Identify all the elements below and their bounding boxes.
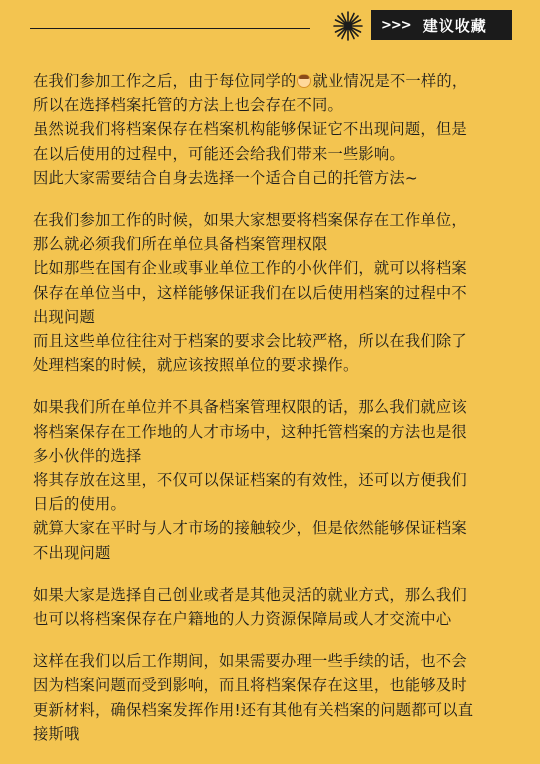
paragraph-2 <box>33 208 509 377</box>
text-line: 而且这些单位往往对于档案的要求会比较严格，所以在我们除了 <box>33 332 467 351</box>
text-line: 也可以将档案保存在户籍地的人力资源保障局或人才交流中心 <box>33 610 452 629</box>
sparkle-star-icon <box>333 11 363 41</box>
chevrons-right-icon: >>> <box>381 17 411 33</box>
text-line: 接斯哦 <box>33 724 80 743</box>
text-line: 在我们参加工作之后，由于每位同学的 就业情况是不一样的， <box>33 72 468 90</box>
text-line: 这样在我们以后工作期间，如果需要办理一些手续的话，也不会 <box>33 652 467 671</box>
text-line: 那么就必须我们所在单位具备档案管理权限 <box>33 235 328 254</box>
text-line: 在我们参加工作的时候，如果大家想要将档案保存在工作单位， <box>33 211 467 230</box>
text-line: 在以后使用的过程中，可能还会给我们带来一些影响。 <box>33 144 405 163</box>
text-line: 所以在选择档案托管的方法上也会存在不同。 <box>33 96 343 115</box>
bookmark-badge <box>371 10 512 40</box>
badge-label: 建议收藏 <box>422 16 487 35</box>
text-line: 日后的使用。 <box>33 495 126 514</box>
article-body <box>33 69 509 764</box>
text-line: 比如那些在国有企业或事业单位工作的小伙伴们，就可以将档案 <box>33 259 467 278</box>
text-line: 将其存放在这里，不仅可以保证档案的有效性，还可以方便我们 <box>33 471 467 490</box>
text-line: 更新材料，确保档案发挥作用!还有其他有关档案的问题都可以直 <box>33 700 474 719</box>
text-line: 如果我们所在单位并不具备档案管理权限的话，那么我们就应该 <box>33 398 467 417</box>
text-line: 如果大家是选择自己创业或者是其他灵活的就业方式，那么我们 <box>33 585 467 604</box>
text-line: 将档案保存在工作地的人才市场中，这种托管档案的方法也是很 <box>33 422 467 441</box>
paragraph-1 <box>33 69 509 190</box>
paragraph-4 <box>33 583 509 631</box>
text-line: 出现问题 <box>33 307 95 326</box>
text-line: 就算大家在平时与人才市场的接触较少，但是依然能够保证档案 <box>33 519 467 538</box>
face-emoji-icon <box>297 74 311 88</box>
text-line: 因为档案问题而受到影响，而且将档案保存在这里，也能够及时 <box>33 676 467 695</box>
paragraph-5 <box>33 649 509 746</box>
paragraph-3 <box>33 395 509 564</box>
text-line: 处理档案的时候，就应该按照单位的要求操作。 <box>33 356 359 375</box>
text-line: 不出现问题 <box>33 543 111 562</box>
text-line: 保存在单位当中，这样能够保证我们在以后使用档案的过程中不 <box>33 283 467 302</box>
text-line: 因此大家需要结合自身去选择一个适合自己的托管方法~ <box>33 168 418 187</box>
text-line: 多小伙伴的选择 <box>33 446 142 465</box>
top-divider-line <box>30 28 310 29</box>
text-line: 虽然说我们将档案保存在档案机构能够保证它不出现问题，但是 <box>33 120 467 139</box>
